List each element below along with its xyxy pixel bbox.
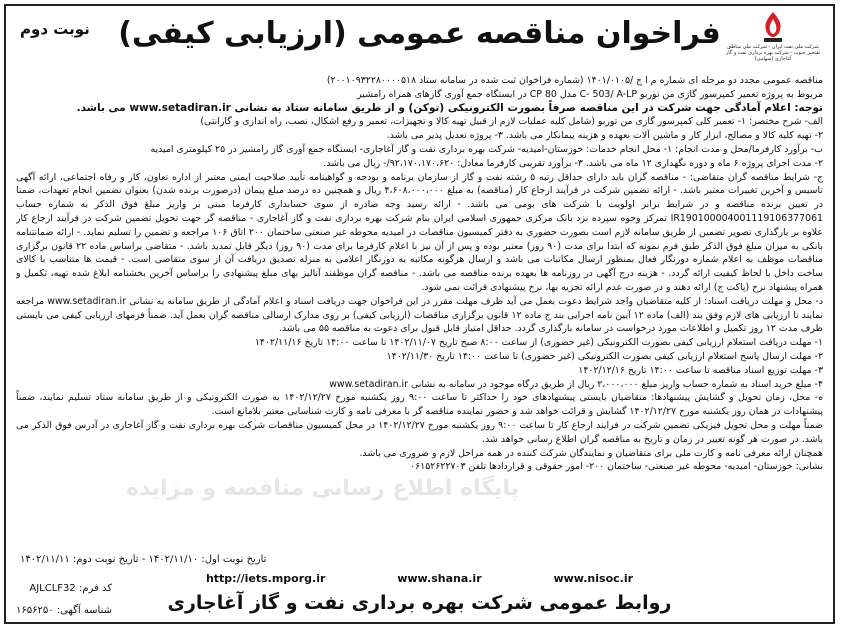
site-link-shana[interactable]: www.shana.ir [397,572,482,585]
watermark: پایگاه اطلاع رسانی مناقصه و مزایده [126,476,519,501]
header [6,6,833,72]
notice-title: فراخوان مناقصه عمومی (ارزیابی کیفی) [118,16,721,51]
paragraph-7: ۲- مدت اجرای پروژه ۶ ماه و دوره نگهداری ۱۲ ماه می باشد. ۳- برآورد تقریبی کارفرما معادل: ۹۲،۱۷۰،۱۷۰،۶۲۰/- ریال می باشد. [323,157,823,169]
notice-frame [4,4,835,624]
paragraph-12: ۳- مهلت توزیع اسناد مناقصه تا ساعت ۱۴:۰۰ تاریخ ۱۴۰۲/۱۲/۱۶ [578,364,823,376]
paragraph-13: ۴- مبلغ خرید اسناد به شماره حساب واریز مبلغ ۲،۰۰۰،۰۰۰ ریال از طریق درگاه موجود در سامانه به نشانی www.setadiran.ir [329,378,823,390]
paragraph-11: ۲- مهلت ارسال پاسخ استعلام ارزیابی کیفی بصورت الکترونیکی (غیر حضوری) تا ساعت ۱۴:۰۰ تاریخ ۱۴۰۲/۱۱/۳۰ [386,350,823,362]
turn-label: نوبت دوم [20,20,90,38]
paragraph-6: ب- برآورد کارفرما/محل و مدت انجام: ۱- محل انجام خدمات: خوزستان-امیدیه- شرکت بهره برداری نفت و گاز آغاجاری- ایستگاه جمع آوری گاز رامشیر در ۲۵ کیلومتری امیدیه [150,143,823,155]
paragraph-14: ه- محل، زمان تحویل و گشایش پیشنهادها: متقاضیان بایستی پیشنهادهای خود را حداکثر تا ساعت ۹:۰۰ روز یکشنبه مورخ ۱۴۰۲/۱۲/۲۷ به صورت الکترونیکی و از طریق سامانه ستاد تسلیم نمایند، ضمناً پیشنهادات در همان روز یکشنبه مورخ ۱۴۰۲/۱۲/۲۷ گشایش و قرائت خواهد شد و حضور نماینده مناقصه گر با معرفی نامه و کارت شناسایی معتبر بلامانع است. [16,392,823,418]
ad-id: شناسه آگهی: ۱۶۵۶۲۵۰ [16,605,113,616]
paragraph-15: ضمناً مهلت و محل تحویل فیزیکی تضمین شرکت در فرایند ارجاع کار تا ساعت ۹:۰۰ روز یکشنبه مورخ ۱۴۰۲/۱۲/۲۷ در محل کمیسیون مناقصات شرکت بهره برداری نفت و گاز آغاجاری در آدرس فوق الذکر می باشد. در صورت هر گونه تغییر در زمان و تاریخ به مناقصه گران اطلاع رسانی خواهد شد. [16,419,823,445]
publish-dates: تاریخ نوبت اول: ۱۴۰۲/۱۱/۱۰ - تاریخ نوبت دوم: ۱۴۰۲/۱۱/۱۱ [20,554,267,565]
company-logo [725,10,821,62]
issuer-name: روابط عمومی شرکت بهره برداری نفت و گاز آغاجاری [167,592,672,614]
paragraph-17: نشانی: خوزستان- امیدیه- محوطه غیر صنعتی- ساختمان ۲۰۰- امور حقوقی و قراردادها تلفن ۰۶۱۵۲۶۲۲۷۰۳ [410,461,823,473]
paragraph-16: همچنان ارائه معرفی نامه و کارت ملی برای متقاضیان و نمایندگان شرکت کننده در همه مراحل لازم و ضروری می باشد. [359,447,823,459]
paragraph-2: مربوط به پروژه تعمیر کمپرسور گازی من توربو C- 503/ A-LP مدل CP 80 در ایستگاه جمع آوری گازهای همراه رامشیر [357,88,823,100]
paragraph-3: توجه: اعلام آمادگی جهت شرکت در این مناقصه صرفاً بصورت الکترونیکی (توکن) و از طریق سامانه ستاد به نشانی www.setadiran.ir می باشد. [76,101,823,114]
paragraph-9: د- محل و مهلت دریافت اسناد: از کلیه متقاضیان واجد شرایط دعوت بعمل می آید ظرف مهلت مقرر در این فراخوان جهت دریافت اسناد و اعلام آمادگی از طریق سامانه به نشانی www.setadiran.ir مراجعه نمایند تا ارزیابی های لازم وفق بند (الف) ماده ۱۲ آیین نامه اجرایی بند ج ماده ۱۲ قانون برگزاری مناقصات (ارزیابی کیفی) بر روی مدارک ارسالی مناقصه گران بعمل آید. ضمناً فرمهای ارزیابی کیفی می بایستی ظرف مدت ۱۲ روز تکمیل و اطلاعات مورد درخواست در سامانه بارگذاری گردد. حداقل امتیاز قابل قبول برای دعوت به مناقصه ۵۵ می باشد. [16,295,823,335]
site-link-nisoc[interactable]: www.nisoc.ir [553,572,634,585]
footer-websites [6,572,833,585]
site-link-iets[interactable]: http://iets.mporg.ir [205,572,326,585]
paragraph-1: مناقصه عمومی مجدد دو مرحله ای شماره م ا ج /۱۴۰۱/۰۱۰۵ (شماره فراخوان ثبت شده در سامانه ستاد ۲۰۰۱۰۹۳۲۲۸۰۰۰۰۵۱۸) [326,75,823,86]
paragraph-5: ۲- تهیه کلیه کالا و مصالح، ابزار کار و ماشین آلات بعهده و هزینه پیمانکار می باشد. ۳- پروژه تعدیل پذیر می باشد. [386,130,823,142]
flame-logo-icon [758,10,788,44]
paragraph-10: ۱- مهلت دریافت استعلام ارزیابی کیفی بصورت الکترونیکی (غیر حضوری) از ساعت ۸:۰۰ صبح تاریخ ۱۴۰۲/۱۱/۰۷ تا ساعت ۱۴:۰۰ تاریخ ۱۴۰۲/۱۱/۱۶ [254,337,823,349]
notice-body [16,74,823,552]
paragraph-4: الف- شرح مختصر: ۱- تعمیر کلی کمپرسور گازی من توربو (شامل کلیه عملیات لازم از قبیل تهیه کالا و تجهیزات، تعمیر و رفع اشکال، نصب، راه اندازی و گارانتی) [200,116,823,128]
form-code: کد فرم: AJLCLF32 [29,583,113,594]
logo-caption: شرکت ملی نفت ایران - شرکت ملی مناطق نفتخیز جنوب - شرکت بهره برداری نفت و گاز آغاجاری (سهامی) [725,44,821,62]
paragraph-8: ج- شرایط مناقصه گران متقاضی: - مناقصه گران باید دارای حداقل رتبه ۵ رشته نفت و گاز از سازمان برنامه و بودجه و گواهینامه تأیید صلاحیت ایمنی معتبر از اداره تعاون، کار و رفاه اجتماعی، ارائه آگهی تاسیس و آخرین تغییرات معتبر باشد. - ارائه تضمین شرکت در فرآیند ارجاع کار (مناقصه) به مبلغ ۴،۶۰۸،۰۰۰،۰۰۰ ریال و همچنین ده درصد مبلغ پیمان (درصورت برنده شدن) بعنوان تضمین انجام تعهدات، ضمنا در تعیین برنده مناقصه و در شرایط برابر اولویت با شرکت های بومی می باشد. - ارائه رسید وجه صادره از سوی حسابداری کارفرما مبنی بر واریز مبلغ فوق الذکر به شماره حساب IR190100004001119106377061 تمرکز وجوه سپرده نزد بانک مرکزی جمهوری اسلامی ایران بنام شرکت بهره برداری نفت و گاز آغاجاری - مناقصه گر جهت تحویل تضمین شرکت در فرآیند ارجاع کار علاوه بر بارگذاری تصویر تضمین از طریق سامانه لازم است بصورت حضوری به دفتر کمیسیون مناقصات در امیدیه محوطه غیر صنعتی ساختمان ۲۰۰ اتاق ۱۰۶ مراجعه و تضمین را تسلیم نماید. - ارائه ضمانتنامه بانکی به میزان مبلغ فوق الذکر طبق فرم نمونه که ابتدا برای مدت (۹۰ روز) معتبر بوده و پس از آن نیز با اعلام کارفرما برای مدت (۹۰ روز) دیگر قابل تمدید باشد. - متقاضی براساس ماده ۲۲ قانون برگزاری مناقصات موظف به اعلام شماره دورنگار فعال بمنظور ارسال مکاتبات می باشد و ارسال هرگونه مکاتبه به دورنگار اعلامی به منزله تصدیق دریافت آن از سوی متقاضی است. - قیمت ها متناسب با کالای ساخت داخل با لحاظ کیفیت ارائه گردد. - هزینه درج آگهی در روزنامه ها بعهده برنده مناقصه می باشد. - مناقصه گران موظفند آنالیز بهای مبلغ پیشنهادی را براساس آخرین بخشنامه ابلاغ شده تهیه، تکمیل و همراه پیشنهاد نرخ (پاکت ج) ارائه دهند و در صورت عدم ارائه تجزیه بها، نرخ پیشنهادی قرائت نمی شود. [16,171,823,293]
